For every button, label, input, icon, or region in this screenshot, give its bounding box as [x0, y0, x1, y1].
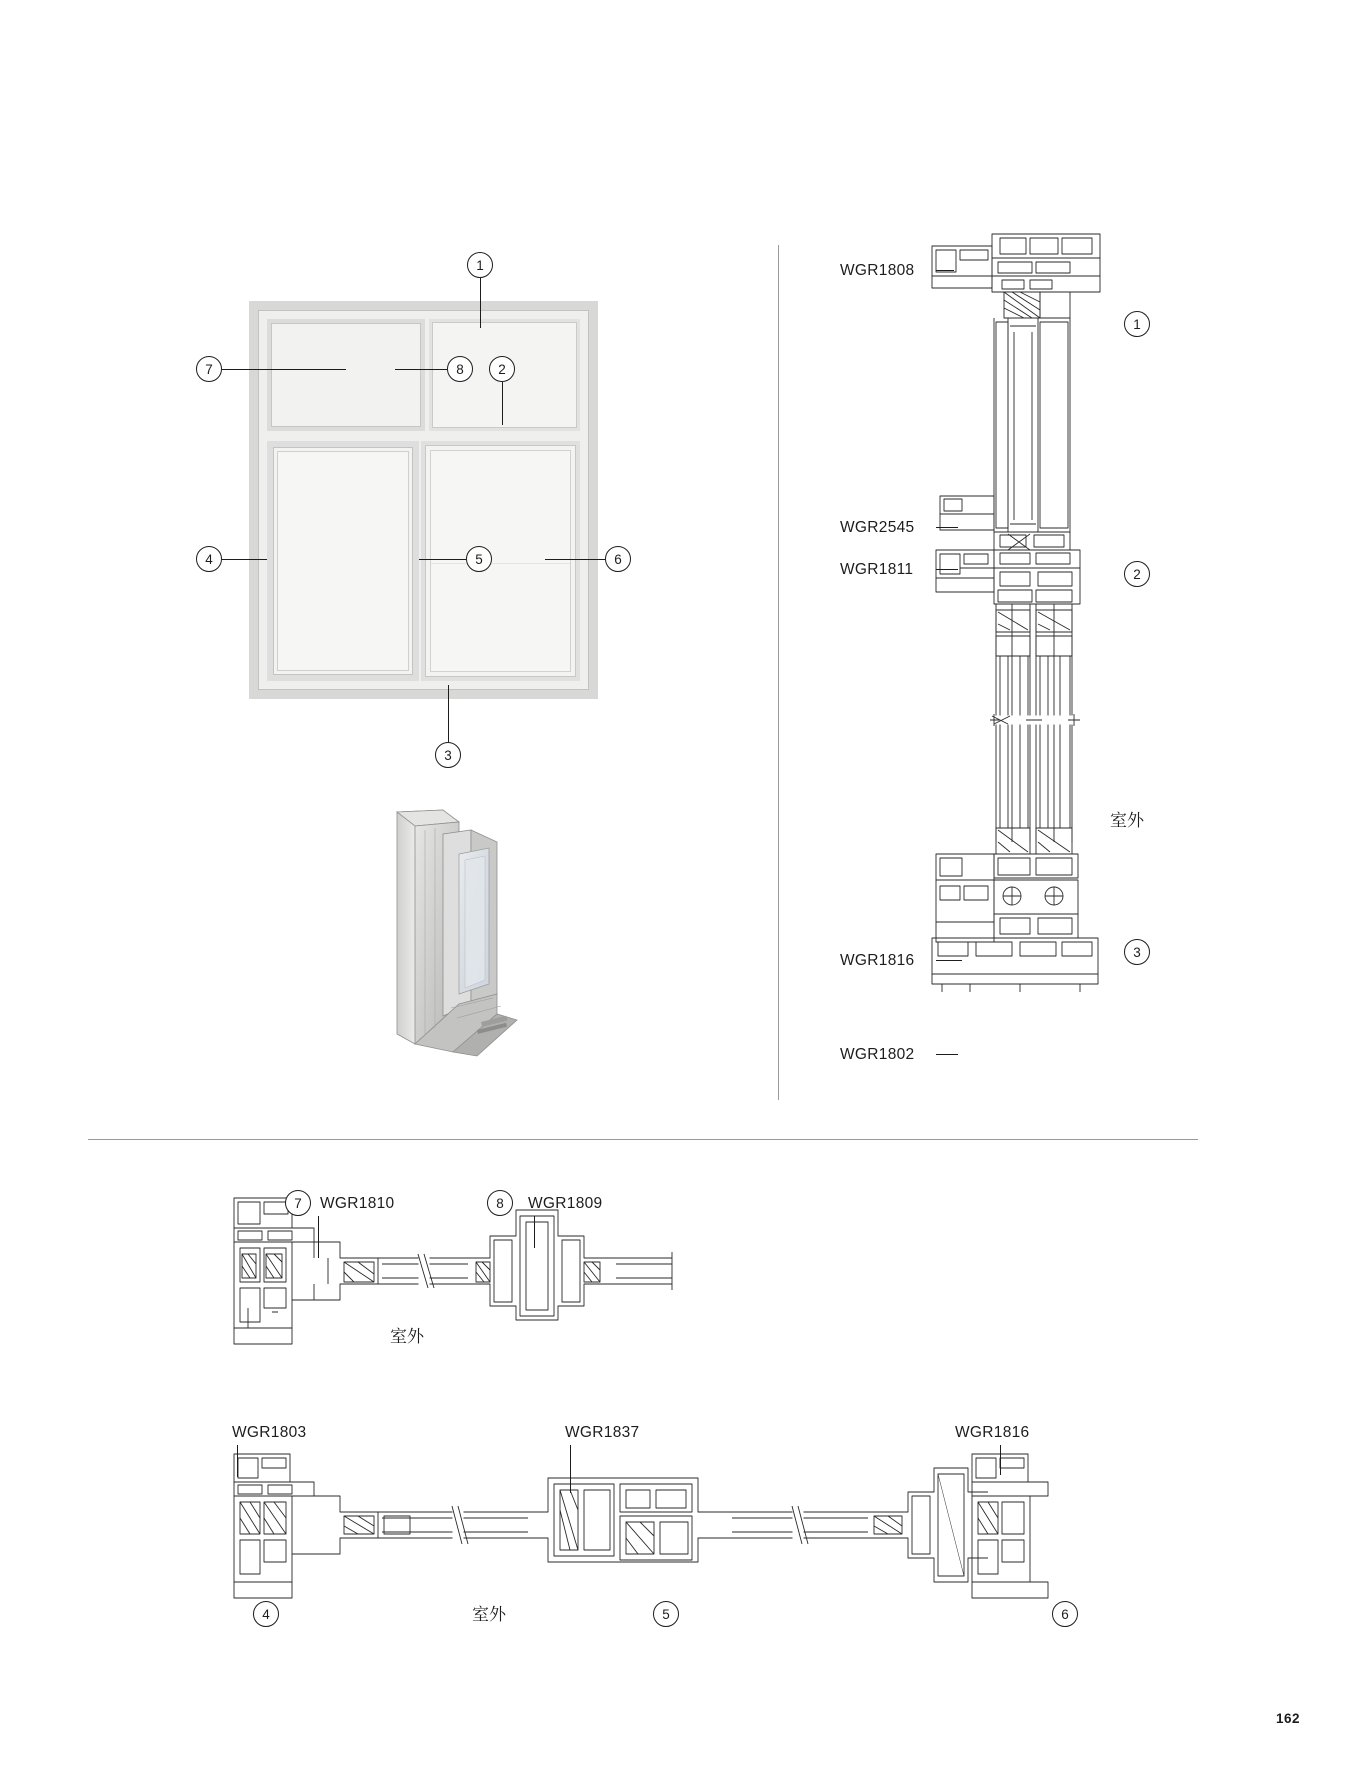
- profile-label-wgr1809: WGR1809: [528, 1195, 603, 1212]
- vertical-section-drawing: [930, 232, 1150, 1112]
- leader-callout-2: [502, 382, 503, 425]
- section-callout-1[interactable]: 1: [1124, 311, 1150, 337]
- callout-7[interactable]: 7: [196, 356, 222, 382]
- horizontal-section-top-drawing: [228, 1196, 678, 1356]
- callout-4[interactable]: 4: [196, 546, 222, 572]
- leader-wgr1802: [936, 1054, 958, 1055]
- leader-callout-6: [545, 559, 605, 560]
- leader-callout-8: [395, 369, 447, 370]
- section-callout-5[interactable]: 5: [653, 1601, 679, 1627]
- window-elevation-drawing: [249, 301, 598, 699]
- profile-label-wgr2545: WGR2545: [840, 519, 915, 536]
- orientation-label-outdoor-bottom: 室外: [472, 1605, 506, 1624]
- leader-wgr1810: [318, 1216, 319, 1258]
- glass-panel-left: [277, 451, 409, 671]
- profile-label-wgr1802: WGR1802: [840, 1046, 915, 1063]
- horizontal-section-bottom-drawing: [228, 1452, 1058, 1620]
- callout-2[interactable]: 2: [489, 356, 515, 382]
- profile-label-wgr1803: WGR1803: [232, 1424, 307, 1441]
- page-number: 162: [1275, 1711, 1300, 1726]
- leader-callout-7: [222, 369, 346, 370]
- callout-1[interactable]: 1: [467, 252, 493, 278]
- profile-label-wgr1810: WGR1810: [320, 1195, 395, 1212]
- section-callout-7[interactable]: 7: [285, 1190, 311, 1216]
- rail-hint-line: [431, 563, 570, 564]
- leader-callout-3: [448, 685, 449, 742]
- glass-panel-right: [430, 450, 571, 672]
- leader-wgr1816: [936, 960, 962, 961]
- section-callout-3[interactable]: 3: [1124, 939, 1150, 965]
- callout-6[interactable]: 6: [605, 546, 631, 572]
- corner-perspective-view: [385, 808, 545, 1058]
- callout-3[interactable]: 3: [435, 742, 461, 768]
- leader-wgr1837: [570, 1445, 571, 1493]
- window-transom-row: [267, 319, 580, 431]
- orientation-label-outdoor-top: 室外: [390, 1327, 424, 1346]
- section-callout-8[interactable]: 8: [487, 1190, 513, 1216]
- leader-wgr1803: [237, 1445, 238, 1477]
- leader-wgr1809: [534, 1216, 535, 1248]
- callout-5[interactable]: 5: [466, 546, 492, 572]
- leader-wgr2545: [936, 527, 958, 528]
- profile-label-wgr1808: WGR1808: [840, 262, 915, 279]
- profile-label-wgr1837: WGR1837: [565, 1424, 640, 1441]
- leader-wgr1811: [936, 569, 958, 570]
- orientation-label-outdoor-vertical: 室外: [1110, 811, 1144, 830]
- leader-wgr1816-bottom: [1000, 1445, 1001, 1475]
- fixed-sash-right: [421, 441, 580, 681]
- leader-wgr1808: [936, 270, 954, 271]
- sliding-sash-left: [267, 441, 419, 681]
- divider-horizontal: [88, 1139, 1198, 1140]
- section-callout-6[interactable]: 6: [1052, 1601, 1078, 1627]
- section-callout-4[interactable]: 4: [253, 1601, 279, 1627]
- transom-pane-left: [267, 319, 425, 431]
- divider-vertical: [778, 245, 779, 1100]
- window-lower-row: [267, 441, 580, 681]
- section-callout-2[interactable]: 2: [1124, 561, 1150, 587]
- leader-callout-1: [480, 278, 481, 328]
- profile-label-wgr1816: WGR1816: [840, 952, 915, 969]
- callout-8[interactable]: 8: [447, 356, 473, 382]
- profile-label-wgr1811: WGR1811: [840, 561, 914, 578]
- profile-label-wgr1816-bottom: WGR1816: [955, 1424, 1030, 1441]
